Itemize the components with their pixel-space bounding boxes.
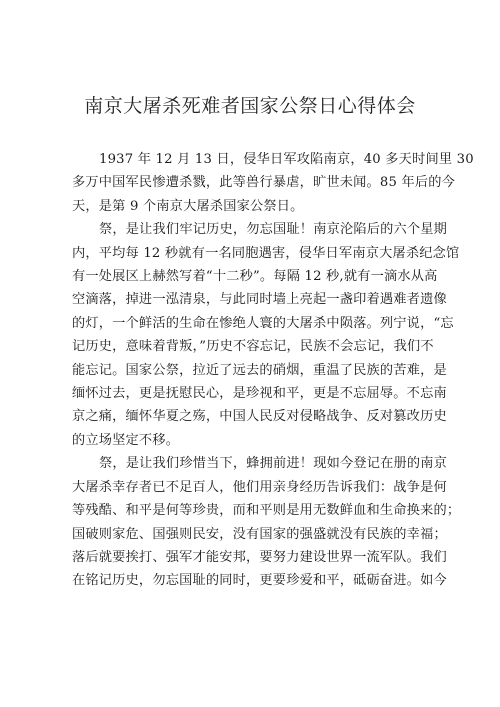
text-line: 缅怀过去，更是抚慰民心，是珍视和平，更是不忘屈辱。不忘南: [72, 386, 447, 402]
page-title: 南京大屠杀死难者国家公祭日心得体会: [84, 95, 416, 117]
text-line: 记历史，意味着背叛，”历史不容忘记，民族不会忘记，我们不: [72, 339, 434, 355]
text-line: 大屠杀幸存者已不足百人，他们用亲身经历告诉我们：战争是何: [72, 479, 447, 495]
text-line: 天，是第 9 个南京大屠杀国家公祭日。: [72, 198, 304, 214]
text-line: 空滴落，掉进一泓清泉，与此同时墙上亮起一盏印着遇难者遗像: [72, 292, 447, 308]
text-line: 能忘记。国家公祭，拉近了远去的硝烟，重温了民族的苦难，是: [72, 362, 447, 378]
text-line: 国破则家危、国强则民安，没有国家的强盛就没有民族的幸福；: [72, 526, 447, 542]
text-line: 1937 年 12 月 13 日，侵华日军攻陷南京，40 多天时间里 30: [99, 152, 474, 167]
text-line: 多万中国军民惨遭杀戮，此等兽行暴虐，旷世未闻。85 年后的今: [72, 175, 456, 191]
text-line: 的灯，一个鲜活的生命在惨绝人寰的大屠杀中陨落。列宁说，“忘: [72, 315, 454, 331]
text-line: 祭，是让我们珍惜当下，蜂拥前进！现如今登记在册的南京: [99, 456, 448, 472]
text-line: 祭，是让我们牢记历史，勿忘国耻！南京沦陷后的六个星期: [99, 222, 448, 238]
text-line: 落后就要挨打、强军才能安邦，要努力建设世界一流军队。我们: [72, 549, 447, 565]
text-line: 的立场坚定不移。: [72, 432, 180, 448]
text-line: 京之痛，缅怀华夏之殇，中国人民反对侵略战争、反对篡改历史: [72, 409, 447, 425]
text-line: 等残酷、和平是何等珍贵，而和平则是用无数鲜血和生命换来的；: [72, 503, 461, 519]
document-body: [72, 148, 474, 593]
paragraph-1: [72, 148, 474, 218]
text-line: 在铭记历史，勿忘国耻的同时，更要珍爱和平，砥砺奋进。如今: [72, 573, 447, 589]
paragraph-3: [72, 452, 461, 592]
paragraph-2: [72, 218, 460, 452]
text-line: 内，平均每 12 秒就有一名同胞遇害，侵华日军南京大屠杀纪念馆: [72, 245, 460, 261]
text-line: 有一处展区上赫然写着“十二秒”。每隔 12 秒,就有一滴水从高: [72, 269, 438, 285]
